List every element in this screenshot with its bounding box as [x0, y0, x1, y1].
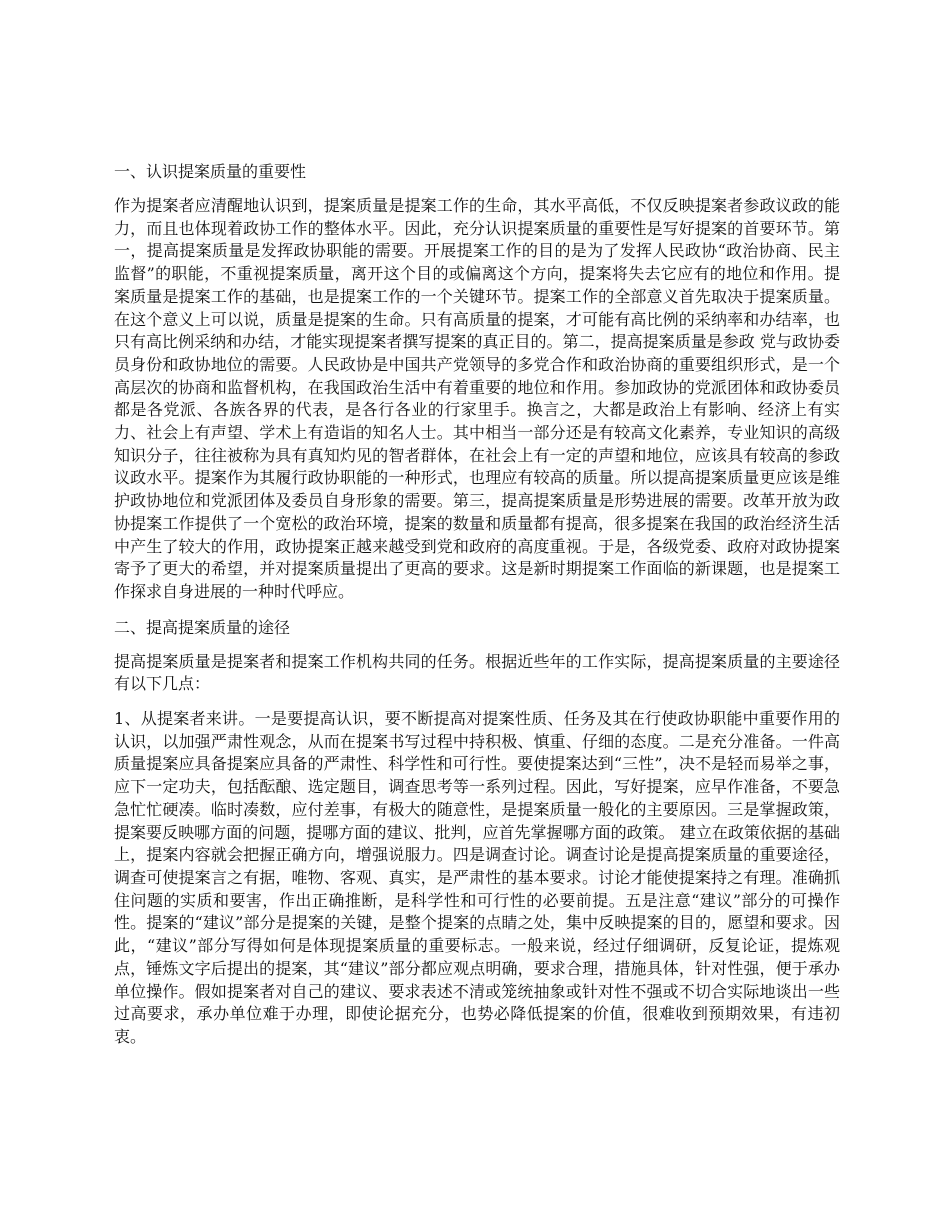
section-heading: 一、认识提案质量的重要性 — [114, 162, 307, 181]
document-page — [114, 160, 840, 1061]
body-paragraph: 作为提案者应清醒地认识到，提案质量是提案工作的生命，其水平高低，不仅反映提案者参政议政的能力，而且也体现着政协工作的整体水平。因此，充分认识提案质量的重要性是写好提案的首要环节。第一，提高提案质量是发挥政协职能的需要。开展提案工作的目的是为了发挥人民政协“政治协商、民主监督”的职能，不重视提案质量，离开这个目的或偏离这个方向，提案将失去它应有的地位和作用。提案质量是提案工作的基础，也是提案工作的一个关键环节。提案工作的全部意义首先取决于提案质量。在这个意义上可以说，质量是提案的生命。只有高质量的提案，才可能有高比例的采纳率和办结率，也只有高比例采纳和办结，才能实现提案者撰写提案的真正目的。第二，提高提案质量是参政 党与政协委员身份和政协地位的需要。人民政协是中国共产党领导的多党合作和政治协商的重要组织形式，是一个高层次的协商和监督机构，在我国政治生活中有着重要的地位和作用。参加政协的党派团体和政协委员都是各党派、各族各界的代表，是各行各业的行家里手。换言之，大都是政治上有影响、经济上有实力、社会上有声望、学术上有造诣的知名人士。其中相当一部分还是有较高文化素养，专业知识的高级知识分子，往往被称为具有真知灼见的智者群体，在社会上有一定的声望和地位，应该具有较高的参政议政水平。提案作为其履行政协职能的一种形式，也理应有较高的质量。所以提高提案质量更应该是维护政协地位和党派团体及委员自身形象的需要。第三，提高提案质量是形势进展的需要。改革开放为政协提案工作提供了一个宽松的政治环境，提案的数量和质量都有提高，很多提案在我国的政治经济生活中产生了较大的作用，政协提案正越来越受到党和政府的高度重视。于是，各级党委、政府对政协提案寄予了更大的希望，并对提案质量提出了更高的要求。这是新时期提案工作面临的新课题，也是提案工作探求自身进展的一种时代呼应。 — [114, 196, 840, 601]
body-paragraph: 1、从提案者来讲。一是要提高认识，要不断提高对提案性质、任务及其在行使政协职能中重要作用的认识，以加强严肃性观念，从而在提案书写过程中持积极、慎重、仔细的态度。二是充分准备。一件高质量提案应具备提案应具备的严肃性、科学性和可行性。要使提案达到“三性”，决不是轻而易举之事，应下一定功夫，包括酝酿、选定题目，调查思考等一系列过程。因此，写好提案，应早作准备，不要急急忙忙硬凑。临时凑数，应付差事，有极大的随意性，是提案质量一般化的主要原因。三是掌握政策，提案要反映哪方面的问题，提哪方面的建议、批判，应首先掌握哪方面的政策。 建立在政策依据的基础上，提案内容就会把握正确方向，增强说服力。四是调查讨论。调查讨论是提高提案质量的重要途径，调查可使提案言之有据，唯物、客观、真实，是严肃性的基本要求。讨论才能使提案持之有理。准确抓住问题的实质和要害，作出正确推断，是科学性和可行性的必要前提。五是注意“建议”部分的可操作性。提案的“建议”部分是提案的关键，是整个提案的点睛之处，集中反映提案的目的，愿望和要求。因此，“建议”部分写得如何是体现提案质量的重要标志。一般来说，经过仔细调研，反复论证，提炼观点，锤炼文字后提出的提案，其“建议”部分都应观点明确，要求合理，措施具体，针对性强，便于承办单位操作。假如提案者对自己的建议、要求表述不清或笼统抽象或针对性不强或不切合实际地谈出一些过高要求，承办单位难于办理，即使论据充分，也势必降低提案的价值，很难收到预期效果，有违初衷。 — [114, 709, 840, 1046]
body-paragraph: 提高提案质量是提案者和提案工作机构共同的任务。根据近些年的工作实际，提高提案质量的主要途径有以下几点： — [114, 651, 840, 694]
section-heading: 二、提高提案质量的途径 — [114, 617, 291, 637]
